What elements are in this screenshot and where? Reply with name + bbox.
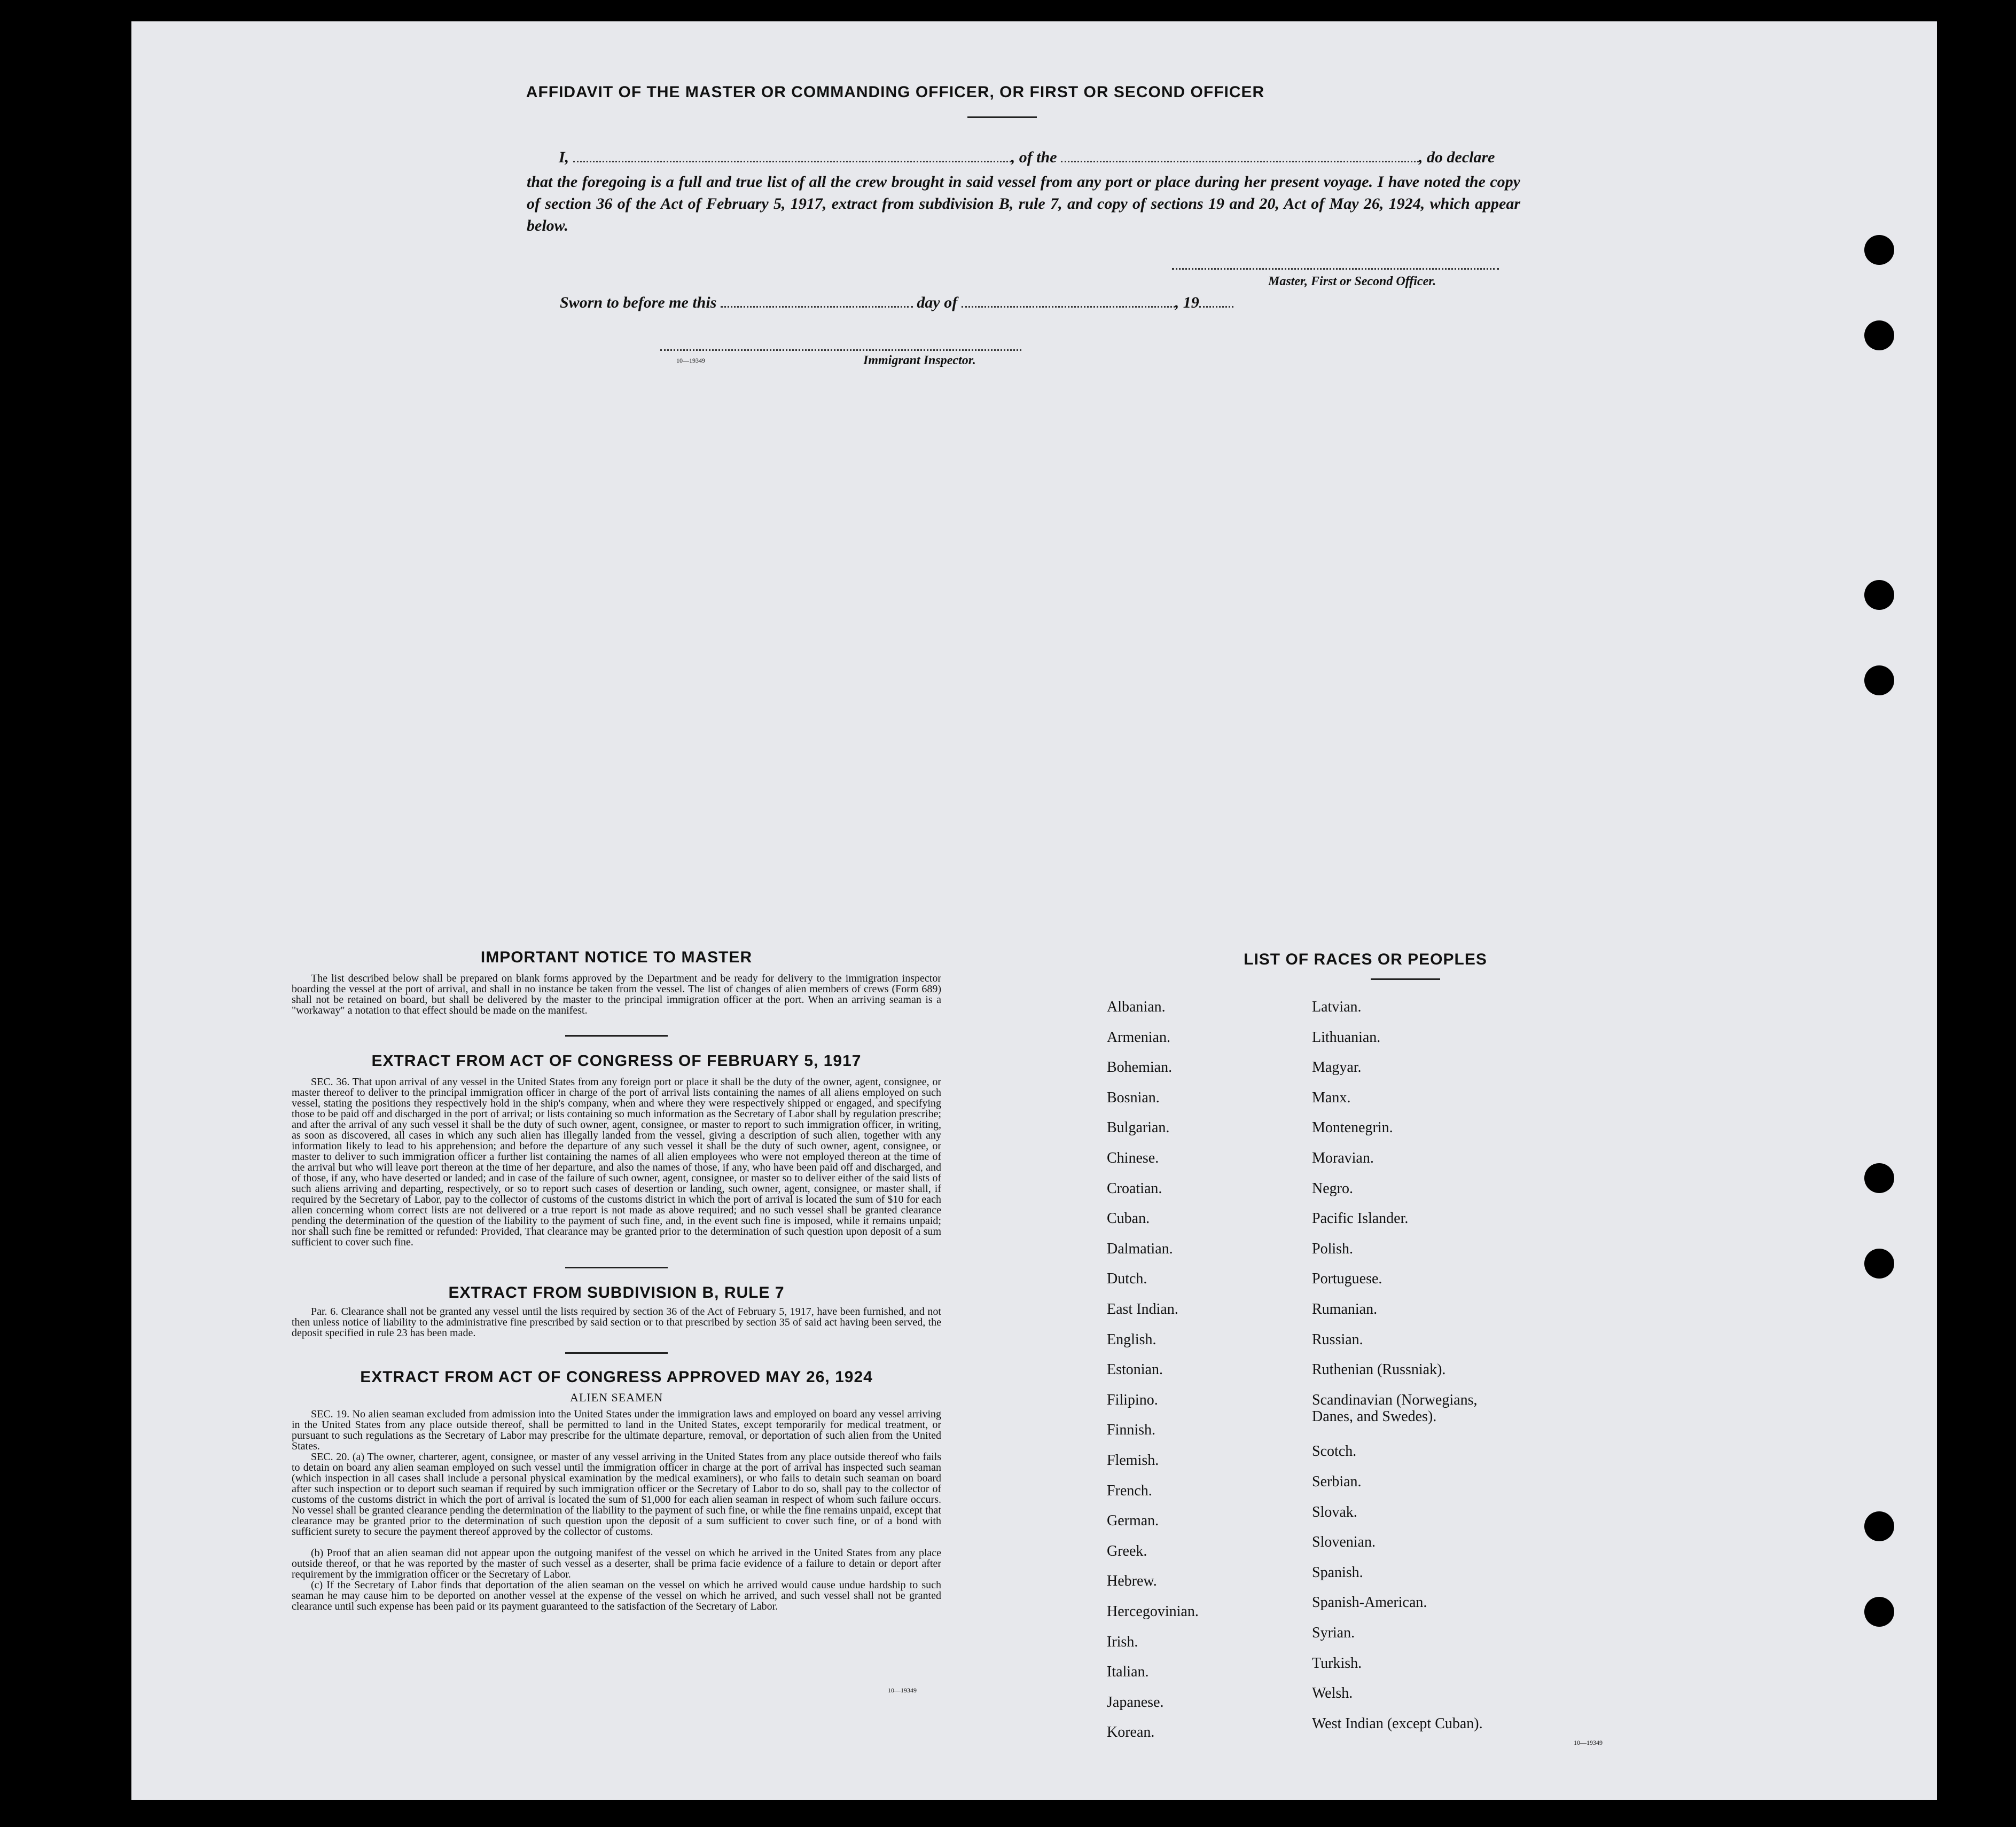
race-item: Dutch.: [1107, 1271, 1147, 1287]
race-item: Pacific Islander.: [1312, 1210, 1409, 1227]
sec20c-text: (c) If the Secretary of Labor finds that deportation of the alien seaman on the vessel on which he arrived would cause undue hardship to such seaman he may cause him to be deported on another vessel at the expense of the vessel on which he arrived, and such vessel shall not be granted clearance until such expense has been paid or its payment guaranteed to the satisfaction of the Secretary of Labor.: [292, 1579, 941, 1612]
race-item: Negro.: [1312, 1180, 1353, 1197]
sec19-text: SEC. 19. No alien seaman excluded from admission into the United States under the immigration laws and employed on board any vessel arriving in the United States from any place outside thereof, shall be permitted to land in the United States, except temporarily for medical treatment, or pursuant to such regulations as the Secretary of Labor may prescribe for the ultimate departure, removal, or deportation of such alien from the United States.: [292, 1408, 941, 1452]
form-number: 10—19349: [676, 357, 705, 364]
year-label: , 19: [1175, 294, 1199, 311]
race-item: Chinese.: [1107, 1150, 1159, 1166]
race-item: Greek.: [1107, 1543, 1147, 1559]
notice-title: IMPORTANT NOTICE TO MASTER: [480, 948, 753, 966]
form-number: 10—19349: [1574, 1739, 1603, 1746]
year-field[interactable]: [1199, 306, 1233, 308]
of-the-label: , of the: [1011, 148, 1057, 166]
race-item: Montenegrin.: [1312, 1119, 1393, 1136]
race-item: Serbian.: [1312, 1473, 1362, 1490]
race-item: Filipino.: [1107, 1392, 1158, 1408]
race-item: Flemish.: [1107, 1452, 1159, 1469]
race-item: Magyar.: [1312, 1059, 1362, 1076]
inspector-label: Immigrant Inspector.: [863, 354, 976, 367]
race-item: Hebrew.: [1107, 1573, 1157, 1589]
name-field[interactable]: [573, 161, 1011, 162]
race-item: Albanian.: [1107, 999, 1166, 1015]
race-item: Turkish.: [1312, 1655, 1362, 1672]
section-divider: [565, 1035, 668, 1037]
section-divider: [565, 1267, 668, 1268]
race-item: Rumanian.: [1312, 1301, 1378, 1318]
race-item: Japanese.: [1107, 1694, 1164, 1711]
race-item: Korean.: [1107, 1724, 1155, 1740]
sec20a-text: SEC. 20. (a) The owner, charterer, agent, consignee, or master of any vessel arriving in the United States from any place outside thereof who fails to detain on board any alien seaman employed on such vessel until the immigration officer in charge at the port of arrival has inspected such seaman (which inspection in all cases shall include a personal physical examination by the medical examiners), or who fails to detain such seaman on board after such inspection or to deport such seaman if required by such immigration officer or the Secretary of Labor to do so, shall pay to the collector of customs of the customs district in which the port of arrival is located the sum of $1,000 for each alien seaman in respect of whom such failure occurs. No vessel shall be granted clearance pending the determination of the liability to the payment of such fine, or while the fine remains unpaid, except that clearance may be granted prior to the determination of such question upon the deposit of a sum sufficient to cover such fine, or of a bond with sufficient surety to secure the payment thereof approved by the collector of customs.: [292, 1451, 941, 1538]
punch-hole: [1864, 320, 1894, 350]
signature-label: Master, First or Second Officer.: [1268, 275, 1436, 288]
race-item: Portuguese.: [1312, 1271, 1382, 1287]
extract-1924-title: EXTRACT FROM ACT OF CONGRESS APPROVED MAY 26, 1924: [360, 1368, 873, 1386]
race-item: Irish.: [1107, 1634, 1138, 1650]
race-item: Ruthenian (Russniak).: [1312, 1361, 1446, 1378]
race-item: Manx.: [1312, 1089, 1351, 1106]
race-item: Moravian.: [1312, 1150, 1374, 1166]
race-item: French.: [1107, 1483, 1152, 1499]
i-label: I,: [559, 148, 569, 166]
signature-line[interactable]: [1172, 268, 1499, 270]
race-item: Bulgarian.: [1107, 1119, 1170, 1136]
affidavit-title: AFFIDAVIT OF THE MASTER OR COMMANDING OFFICER, OR FIRST OR SECOND OFFICER: [526, 83, 1265, 101]
race-item: Hercegovinian.: [1107, 1603, 1199, 1620]
race-item: Spanish.: [1312, 1564, 1363, 1581]
race-item: West Indian (except Cuban).: [1312, 1715, 1483, 1732]
races-left-column: [1107, 999, 1299, 1768]
race-item: Russian.: [1312, 1331, 1363, 1348]
race-item: Croatian.: [1107, 1180, 1162, 1197]
race-item: Armenian.: [1107, 1029, 1170, 1046]
punch-hole: [1864, 235, 1894, 265]
race-item: Bosnian.: [1107, 1089, 1160, 1106]
punch-hole: [1864, 1511, 1894, 1541]
form-number: 10—19349: [888, 1687, 917, 1694]
race-item: Cuban.: [1107, 1210, 1150, 1227]
race-item: Scandinavian (Norwegians, Danes, and Swedes).: [1312, 1392, 1478, 1425]
vessel-field[interactable]: [1061, 161, 1419, 162]
race-item: Latvian.: [1312, 999, 1362, 1015]
race-item: Dalmatian.: [1107, 1241, 1173, 1257]
races-title: LIST OF RACES OR PEOPLES: [1244, 951, 1487, 968]
punch-hole: [1864, 1163, 1894, 1193]
race-item: Bohemian.: [1107, 1059, 1173, 1076]
title-divider: [967, 116, 1037, 118]
extract-1924-subtitle: ALIEN SEAMEN: [570, 1391, 663, 1404]
race-item: Lithuanian.: [1312, 1029, 1381, 1046]
race-item: German.: [1107, 1512, 1159, 1529]
sec20b-text: (b) Proof that an alien seaman did not appear upon the outgoing manifest of the vessel on which he arrived in the United States from any place outside thereof, or that he was reported by the master of such vessel as a deserter, shall be prima facie evidence of a failure to detain or deport after requirement by the immigration officer or the Secretary of Labor.: [292, 1547, 941, 1580]
inspector-signature-line[interactable]: [660, 349, 1021, 351]
day-field[interactable]: [721, 306, 913, 308]
punch-hole: [1864, 1597, 1894, 1627]
title-divider: [1371, 978, 1440, 980]
declaration-body: that the foregoing is a full and true list of all the crew brought in said vessel from any port or place during her present voyage. I have noted the copy of section 36 of the Act of February 5, 1917, extract from subdivision B, rule 7, and copy of sections 19 and 20, Act of May 26, 1924, which appear below.: [527, 173, 1520, 234]
day-of-label: day of: [917, 294, 958, 311]
race-item: Spanish-American.: [1312, 1594, 1427, 1611]
race-item: Scotch.: [1312, 1443, 1357, 1460]
declaration-line: [527, 148, 1520, 167]
sworn-label: Sworn to before me this: [560, 294, 717, 311]
punch-hole: [1864, 665, 1894, 695]
race-item: English.: [1107, 1331, 1157, 1348]
race-item: Italian.: [1107, 1664, 1149, 1680]
do-declare-label: , do declare: [1419, 148, 1495, 166]
race-item: Syrian.: [1312, 1625, 1355, 1641]
month-field[interactable]: [962, 306, 1175, 308]
extract-1917-title: EXTRACT FROM ACT OF CONGRESS OF FEBRUARY 5, 1917: [371, 1052, 862, 1070]
extract-rule7-title: EXTRACT FROM SUBDIVISION B, RULE 7: [448, 1284, 785, 1301]
race-item: East Indian.: [1107, 1301, 1178, 1318]
race-item: Finnish.: [1107, 1422, 1156, 1438]
extract-rule7-text: Par. 6. Clearance shall not be granted any vessel until the lists required by section 36 of the Act of February 5, 1917, have been furnished, and not then unless notice of liability to the administrative fine prescribed by said section or to that prescribed by section 35 of said act having been served, the deposit specified in rule 23 has been made.: [292, 1306, 941, 1339]
race-item: Slovenian.: [1312, 1534, 1376, 1550]
race-item: Polish.: [1312, 1241, 1354, 1257]
notice-text: The list described below shall be prepared on blank forms approved by the Department and be ready for delivery to the immigration inspector boarding the vessel at the port of arrival, and shall in no instance be taken from the vessel. The list of changes of alien members of crews (Form 689) shall not be retained on board, but shall be delivered by the master to the principal immigration officer at the port. When an arriving seaman is a "workaway" a notation to that effect should be made on the manifest.: [292, 973, 941, 1016]
race-item: Welsh.: [1312, 1685, 1353, 1701]
extract-1917-text: SEC. 36. That upon arrival of any vessel in the United States from any foreign port or place it shall be the duty of the owner, agent, consignee, or master thereof to deliver to the principal immigration officer in charge of the port of arrival lists containing the names of all aliens employed on such vessel, stating the positions they respectively hold in the ship's company, when and where they were respectively shipped or engaged, and specifying those to be paid off and discharged in the port of arrival; or lists containing so much information as the Secretary of Labor shall by regulation prescribe; and after the arrival of any such vessel it shall be the duty of such owner, agent, consignee, or master to report to such immigration officer, in writing, as soon as discovered, all cases in which any such alien has illegally landed from the vessel, giving a description of such alien, together with any information likely to lead to his apprehension; and before the departure of any such vessel it shall be the duty of such owner, agent, consignee, or master to deliver to such immigration officer a further list containing the names of all alien employees who were not employed thereon at the time of the arrival but who will leave port thereon at the time of her departure, and also the names of those, if any, who have been paid off and discharged, and of those, if any, who have deserted or landed; and in case of the failure of such owner, agent, consignee, or master so to deliver either of the said lists of such aliens arriving and departing, respectively, or so to report such cases of desertion or landing, such owner, agent, consignee, or master shall, if required by the Secretary of Labor, pay to the collector of customs of the customs district in which the port of arrival is located the sum of $10 for each alien concerning whom correct lists are not delivered or a true report is not made as above required; and no such vessel shall be granted clearance pending the determination of the question of the liability to the payment of such fine, and, in the event such fine is imposed, while it remains unpaid; nor shall such fine be remitted or refunded: Provided, That clearance may be granted prior to the determination of such question upon deposit of a sum sufficient to cover such fine.: [292, 1076, 941, 1248]
races-right-column: [1312, 999, 1590, 1768]
document-page: [131, 21, 1937, 1800]
sworn-line: [560, 294, 1233, 312]
punch-hole: [1864, 1249, 1894, 1279]
race-item: Estonian.: [1107, 1361, 1163, 1378]
punch-hole: [1864, 580, 1894, 610]
section-divider: [565, 1352, 668, 1354]
race-item: Slovak.: [1312, 1504, 1357, 1520]
